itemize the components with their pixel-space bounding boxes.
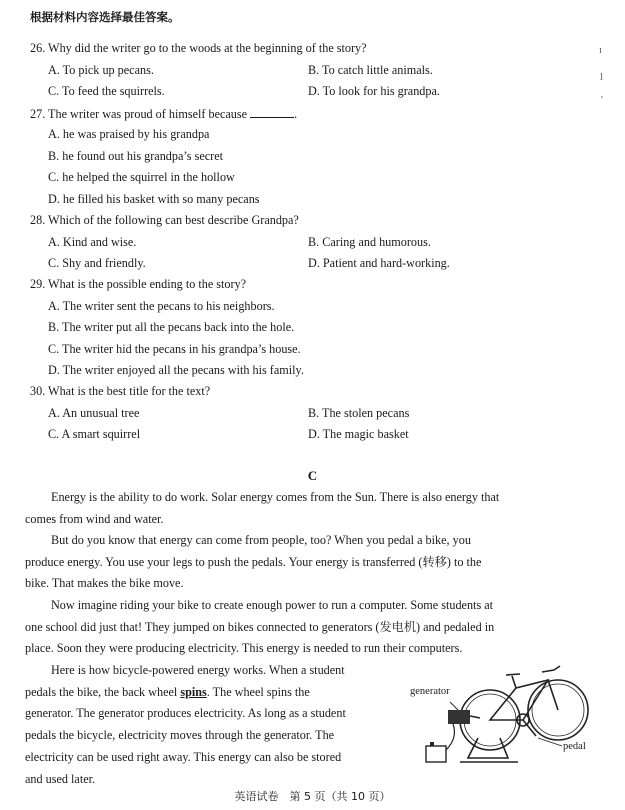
question-28: 28. Which of the following can best describe Grandpa? <box>30 213 299 227</box>
question-26: 26. Why did the writer go to the woods at the beginning of the story? <box>30 41 367 55</box>
option-26b: B. To catch little animals. <box>308 63 433 77</box>
option-29b: B. The writer put all the pecans back into the hole. <box>48 320 295 334</box>
question-27-stem: 27. The writer was proud of himself because <box>30 107 248 121</box>
passage-line: and used later. <box>25 771 96 786</box>
passage-line: comes from wind and water. <box>25 511 164 526</box>
option-30b: B. The stolen pecans <box>308 406 410 420</box>
passage-line: But do you know that energy can come from people, too? When you pedal a bike, you <box>51 533 471 547</box>
passage-line: bike. That makes the bike move. <box>25 576 184 591</box>
margin-mark: ɪ <box>599 45 602 56</box>
option-29d: D. The writer enjoyed all the pecans with his family. <box>48 363 304 377</box>
passage-line: place. Soon they were producing electricity. This energy is needed to run their computers. <box>25 641 463 656</box>
passage-paragraph-1 <box>25 487 565 530</box>
question-29: 29. What is the possible ending to the story? <box>30 277 247 291</box>
instruction: 根据材料内容选择最佳答案。 <box>30 10 180 24</box>
question-27 <box>30 106 297 122</box>
option-26a: A. To pick up pecans. <box>48 63 154 77</box>
passage-paragraph-3 <box>25 595 565 660</box>
option-29a: A. The writer sent the pecans to his neighbors. <box>48 299 275 313</box>
passage-line: Energy is the ability to do work. Solar energy comes from the Sun. There is also energy that <box>51 490 500 504</box>
option-27c: C. he helped the squirrel in the hollow <box>48 170 235 184</box>
option-30a: A. An unusual tree <box>48 406 140 420</box>
option-28d: D. Patient and hard-working. <box>308 256 450 270</box>
answer-blank <box>250 106 294 118</box>
passage-line: one school did just that! They jumped on bikes connected to generators (发电机) and pedaled in <box>25 619 495 634</box>
pedal-label: pedal <box>563 741 586 752</box>
passage-paragraph-2 <box>25 530 565 595</box>
section-heading: C <box>307 468 318 483</box>
passage-line: electricity can be used right away. This energy can also be stored <box>25 749 342 764</box>
margin-mark: ' <box>601 95 603 106</box>
page-footer: 英语试卷 第 5 页（共 10 页） <box>234 790 391 803</box>
option-28a: A. Kind and wise. <box>48 235 137 249</box>
bicycle-generator-figure <box>408 658 598 778</box>
keyword-spins: spins <box>180 684 207 699</box>
passage-paragraph-4 <box>25 660 398 790</box>
passage-line: pedals the bicycle, electricity moves through the generator. The <box>25 728 335 743</box>
generator-label: generator <box>410 686 450 697</box>
option-26d: D. To look for his grandpa. <box>308 84 440 98</box>
option-27b: B. he found out his grandpa’s secret <box>48 149 223 163</box>
option-28b: B. Caring and humorous. <box>308 235 431 249</box>
question-30: 30. What is the best title for the text? <box>30 384 211 398</box>
passage-line: Here is how bicycle-powered energy works. When a student <box>51 663 345 677</box>
passage-line: pedals the bike, the back wheel <box>25 684 178 699</box>
option-27d: D. he filled his basket with so many pecans <box>48 192 260 206</box>
passage-line: produce energy. You use your legs to push the pedals. Your energy is transferred (转移) to the <box>25 554 482 569</box>
option-30d: D. The magic basket <box>308 427 409 441</box>
question-27-end: . <box>294 107 298 121</box>
bicycle-illustration <box>408 658 598 778</box>
option-29c: C. The writer hid the pecans in his grandpa’s house. <box>48 342 301 356</box>
option-26c: C. To feed the squirrels. <box>48 84 165 98</box>
option-27a: A. he was praised by his grandpa <box>48 127 210 141</box>
margin-mark: l <box>600 72 603 83</box>
passage-line: Now imagine riding your bike to create enough power to run a computer. Some students at <box>51 598 494 612</box>
passage-line: . The wheel spins the <box>206 684 310 699</box>
passage-line: generator. The generator produces electricity. As long as a student <box>25 706 346 721</box>
option-28c: C. Shy and friendly. <box>48 256 146 270</box>
option-30c: C. A smart squirrel <box>48 427 141 441</box>
